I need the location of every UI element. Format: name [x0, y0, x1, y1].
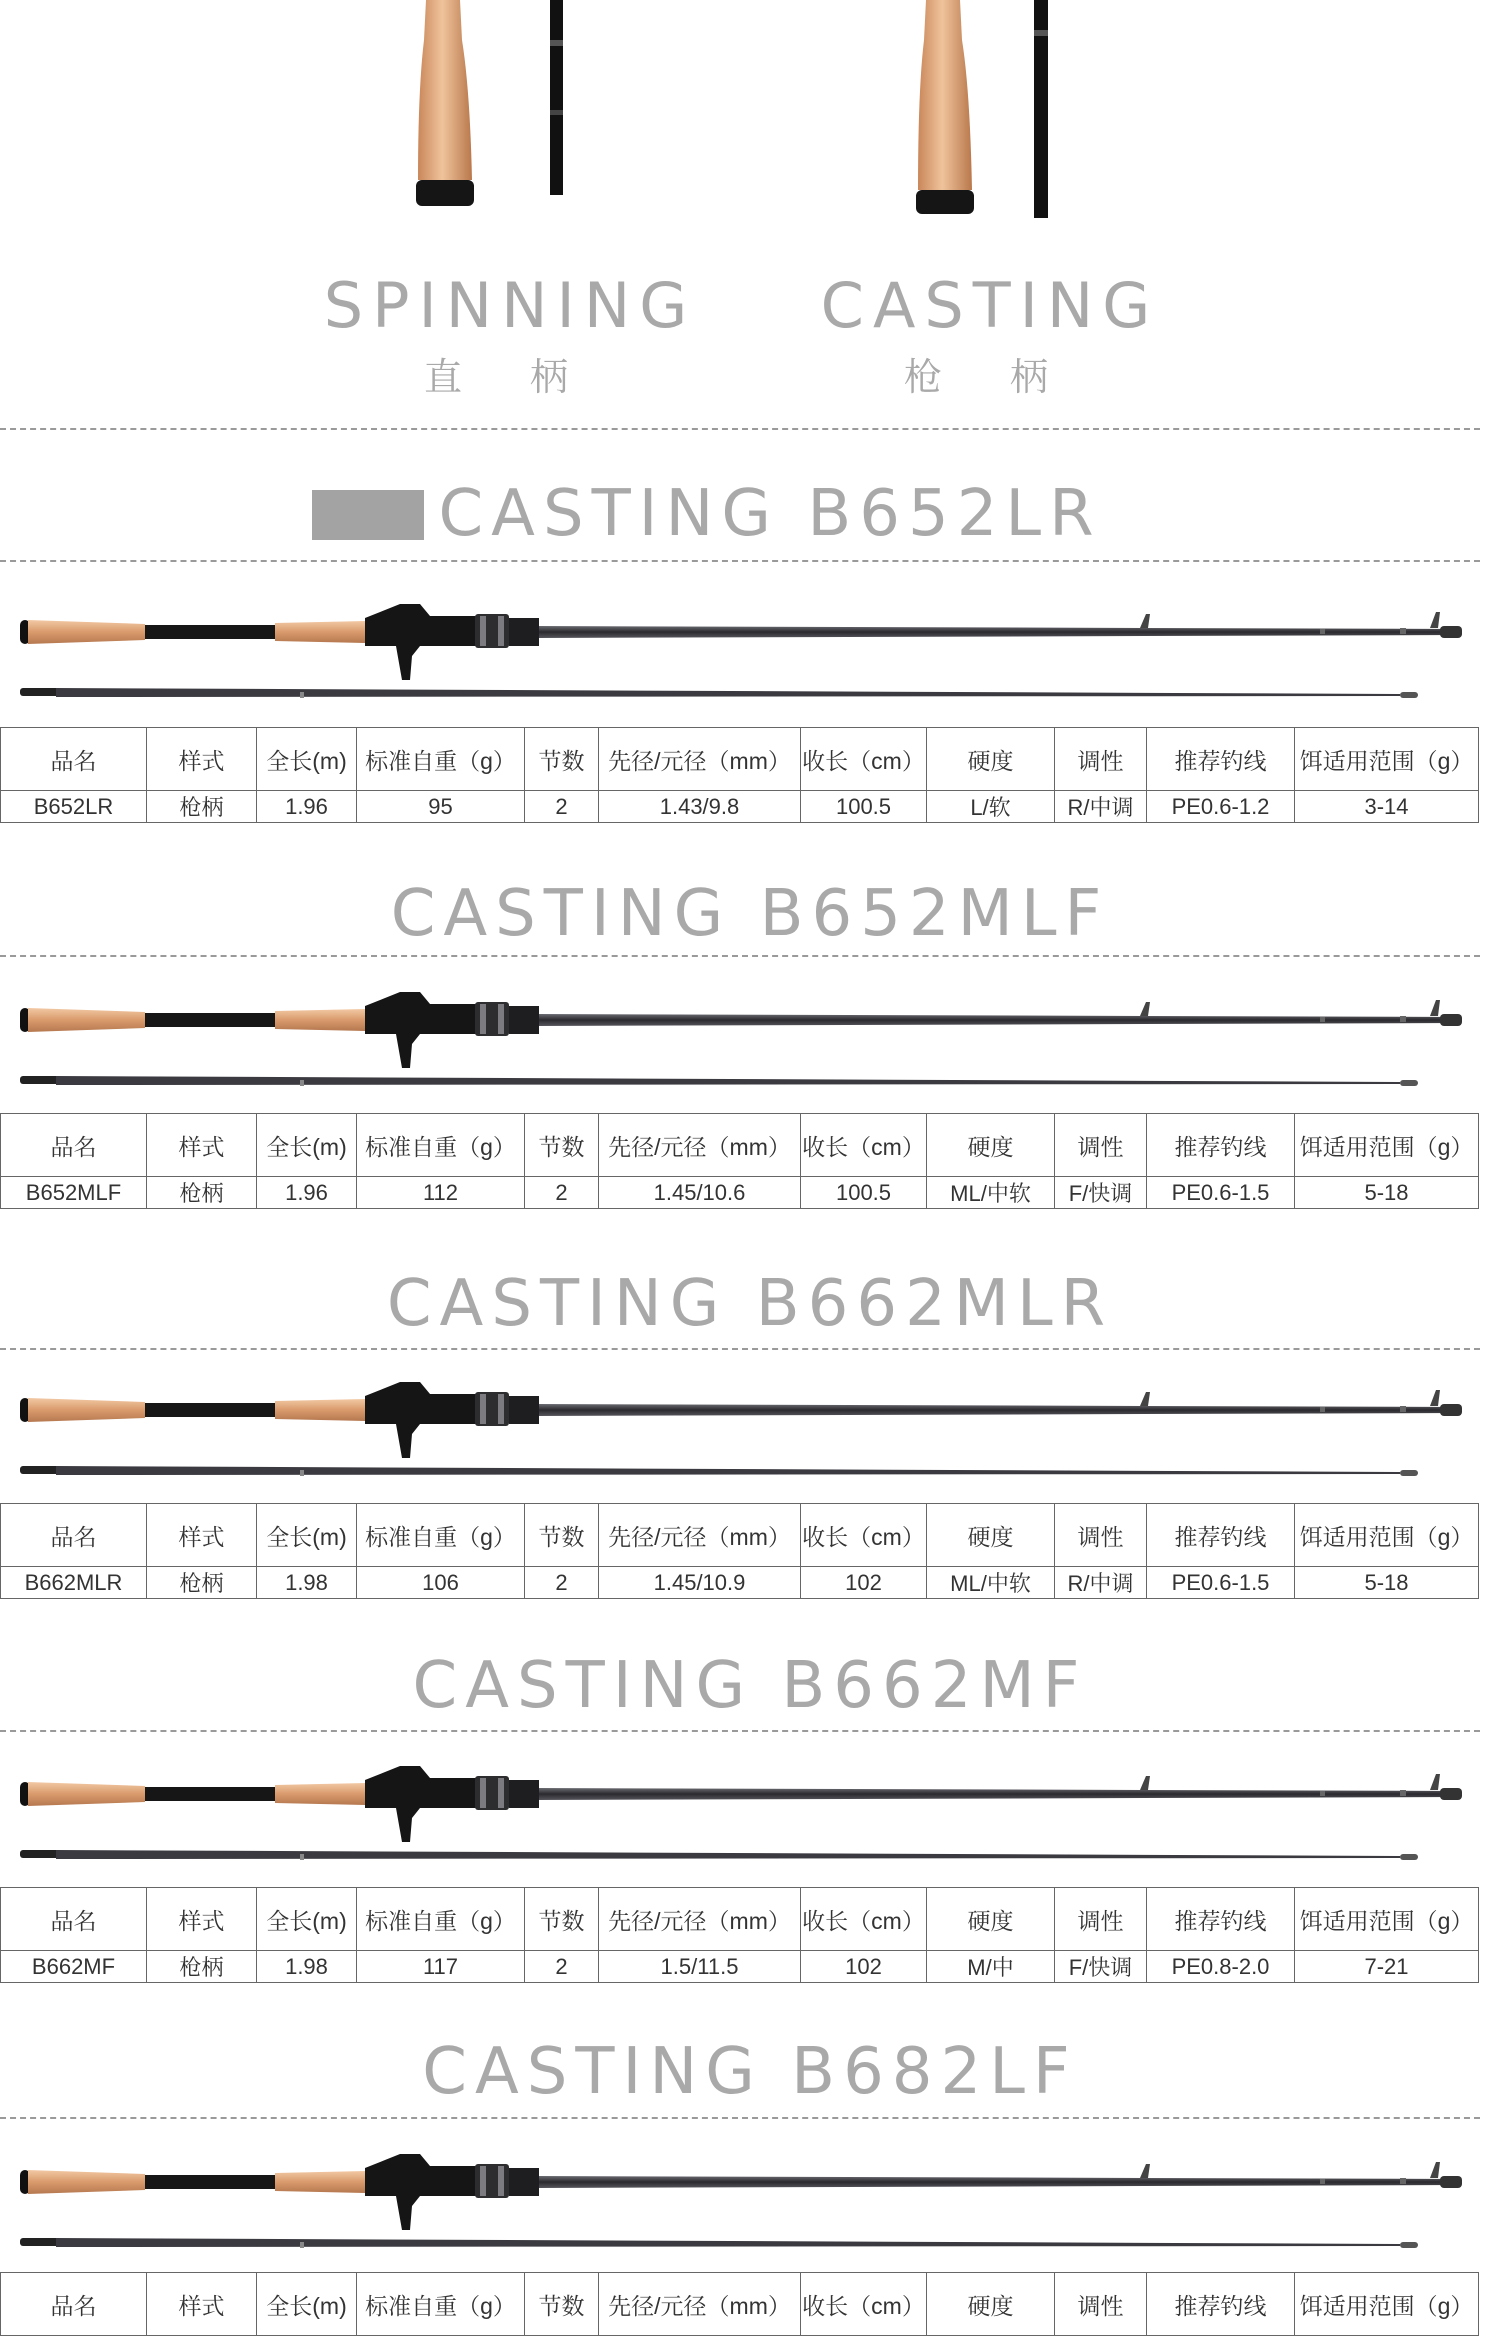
- header-cell: 节数: [525, 1888, 599, 1951]
- header-cell: 推荐钓线: [1147, 2273, 1295, 2336]
- value-cell: PE0.6-1.5: [1147, 1177, 1295, 1209]
- spec-value-row: [1, 1951, 1479, 1983]
- header-cell: 饵适用范围（g）: [1295, 728, 1479, 791]
- header-cell: 硬度: [927, 728, 1055, 791]
- rod-image: [20, 590, 1480, 700]
- spec-header-row: [1, 1504, 1479, 1567]
- value-cell: 1.43/9.8: [599, 791, 801, 823]
- header-cell: 标准自重（g）: [357, 728, 525, 791]
- header-cell: 样式: [147, 728, 257, 791]
- value-cell: R/中调: [1055, 1567, 1147, 1599]
- value-cell: 106: [357, 1567, 525, 1599]
- value-cell: F/快调: [1055, 1951, 1147, 1983]
- header-cell: 调性: [1055, 1504, 1147, 1567]
- header-cell: 饵适用范围（g）: [1295, 1888, 1479, 1951]
- value-cell: 2: [525, 1567, 599, 1599]
- header-cell: 收长（cm）: [801, 728, 927, 791]
- spec-header-row: [1, 2273, 1479, 2336]
- divider: [0, 2117, 1480, 2119]
- header-cell: 样式: [147, 1114, 257, 1177]
- value-cell: 100.5: [801, 791, 927, 823]
- value-cell: 112: [357, 1177, 525, 1209]
- header-cell: 节数: [525, 2273, 599, 2336]
- header-cell: 收长（cm）: [801, 2273, 927, 2336]
- value-cell: ML/中软: [927, 1567, 1055, 1599]
- header-cell: 节数: [525, 1114, 599, 1177]
- model-title: CASTING B662MF: [412, 1649, 1088, 1723]
- value-cell: 7-21: [1295, 1951, 1479, 1983]
- header-cell: 全长(m): [257, 2273, 357, 2336]
- header-cell: 全长(m): [257, 728, 357, 791]
- header-cell: 品名: [1, 1504, 147, 1567]
- header-cell: 收长（cm）: [801, 1114, 927, 1177]
- spec-value-row: [1, 1177, 1479, 1209]
- grip-type-spinning: [250, 270, 770, 401]
- spec-value-row: [1, 1567, 1479, 1599]
- spinning-handle-image: [400, 0, 600, 215]
- header-cell: 硬度: [927, 1888, 1055, 1951]
- header-cell: 标准自重（g）: [357, 1504, 525, 1567]
- value-cell: 102: [801, 1951, 927, 1983]
- header-cell: 品名: [1, 728, 147, 791]
- rod-image: [20, 1368, 1480, 1478]
- header-cell: 样式: [147, 1888, 257, 1951]
- divider: [0, 428, 1480, 430]
- value-cell: 95: [357, 791, 525, 823]
- header-cell: 标准自重（g）: [357, 1888, 525, 1951]
- grip-type-casting: [730, 270, 1250, 401]
- spec-table: [0, 2272, 1479, 2336]
- value-cell: 100.5: [801, 1177, 927, 1209]
- casting-handle-image: [900, 0, 1100, 220]
- spec-header-row: [1, 1114, 1479, 1177]
- header-cell: 硬度: [927, 1504, 1055, 1567]
- value-cell: ML/中软: [927, 1177, 1055, 1209]
- value-cell: B662MF: [1, 1951, 147, 1983]
- header-cell: 品名: [1, 1888, 147, 1951]
- value-cell: B652MLF: [1, 1177, 147, 1209]
- value-cell: 1.45/10.6: [599, 1177, 801, 1209]
- header-cell: 推荐钓线: [1147, 1504, 1295, 1567]
- header-cell: 饵适用范围（g）: [1295, 2273, 1479, 2336]
- header-cell: 先径/元径（mm）: [599, 1114, 801, 1177]
- divider: [0, 560, 1480, 562]
- divider: [0, 955, 1480, 957]
- rod-image: [20, 978, 1480, 1088]
- header-cell: 样式: [147, 2273, 257, 2336]
- header-cell: 节数: [525, 1504, 599, 1567]
- divider: [0, 1348, 1480, 1350]
- header-cell: 先径/元径（mm）: [599, 1888, 801, 1951]
- value-cell: 102: [801, 1567, 927, 1599]
- header-cell: 标准自重（g）: [357, 2273, 525, 2336]
- header-cell: 饵适用范围（g）: [1295, 1114, 1479, 1177]
- grip-type-spinning-cn: 直 柄: [423, 355, 597, 399]
- header-cell: 调性: [1055, 728, 1147, 791]
- value-cell: 1.98: [257, 1951, 357, 1983]
- model-title: CASTING B682LF: [422, 2035, 1078, 2109]
- value-cell: 1.98: [257, 1567, 357, 1599]
- header-cell: 硬度: [927, 1114, 1055, 1177]
- value-cell: PE0.6-1.5: [1147, 1567, 1295, 1599]
- header-cell: 调性: [1055, 1114, 1147, 1177]
- value-cell: 117: [357, 1951, 525, 1983]
- value-cell: 1.96: [257, 1177, 357, 1209]
- grip-type-casting-en: CASTING: [820, 269, 1160, 342]
- value-cell: L/软: [927, 791, 1055, 823]
- grip-type-spinning-en: SPINNING: [323, 269, 697, 342]
- model-title: CASTING B662MLR: [386, 1267, 1114, 1341]
- value-cell: 2: [525, 1951, 599, 1983]
- rod-image: [20, 1752, 1480, 1862]
- value-cell: B652LR: [1, 791, 147, 823]
- value-cell: 5-18: [1295, 1177, 1479, 1209]
- model-title: CASTING B652MLF: [390, 877, 1110, 951]
- header-cell: 先径/元径（mm）: [599, 1504, 801, 1567]
- value-cell: PE0.8-2.0: [1147, 1951, 1295, 1983]
- header-cell: 节数: [525, 728, 599, 791]
- value-cell: 枪柄: [147, 791, 257, 823]
- value-cell: 枪柄: [147, 1951, 257, 1983]
- value-cell: 3-14: [1295, 791, 1479, 823]
- header-cell: 标准自重（g）: [357, 1114, 525, 1177]
- value-cell: 1.96: [257, 791, 357, 823]
- rod-image: [20, 2140, 1480, 2250]
- spec-table: [0, 1887, 1479, 1983]
- value-cell: M/中: [927, 1951, 1055, 1983]
- header-cell: 全长(m): [257, 1114, 357, 1177]
- value-cell: F/快调: [1055, 1177, 1147, 1209]
- header-cell: 推荐钓线: [1147, 1888, 1295, 1951]
- header-cell: 先径/元径（mm）: [599, 728, 801, 791]
- value-cell: 2: [525, 1177, 599, 1209]
- spec-header-row: [1, 1888, 1479, 1951]
- header-cell: 调性: [1055, 1888, 1147, 1951]
- spec-value-row: [1, 791, 1479, 823]
- header-cell: 调性: [1055, 2273, 1147, 2336]
- spec-table: [0, 727, 1479, 823]
- header-cell: 硬度: [927, 2273, 1055, 2336]
- header-cell: 先径/元径（mm）: [599, 2273, 801, 2336]
- value-cell: 1.45/10.9: [599, 1567, 801, 1599]
- spec-header-row: [1, 728, 1479, 791]
- header-cell: 品名: [1, 2273, 147, 2336]
- spec-table: [0, 1503, 1479, 1599]
- header-cell: 饵适用范围（g）: [1295, 1504, 1479, 1567]
- header-cell: 推荐钓线: [1147, 1114, 1295, 1177]
- value-cell: 2: [525, 791, 599, 823]
- value-cell: 枪柄: [147, 1177, 257, 1209]
- header-cell: 收长（cm）: [801, 1504, 927, 1567]
- header-cell: 全长(m): [257, 1504, 357, 1567]
- value-cell: B662MLR: [1, 1567, 147, 1599]
- divider: [0, 1730, 1480, 1732]
- value-cell: 5-18: [1295, 1567, 1479, 1599]
- header-cell: 全长(m): [257, 1888, 357, 1951]
- value-cell: 1.5/11.5: [599, 1951, 801, 1983]
- spec-table: [0, 1113, 1479, 1209]
- value-cell: 枪柄: [147, 1567, 257, 1599]
- grip-type-casting-cn: 枪 柄: [903, 355, 1077, 399]
- header-cell: 推荐钓线: [1147, 728, 1295, 791]
- model-title: CASTING B652LR: [438, 477, 1102, 551]
- header-cell: 品名: [1, 1114, 147, 1177]
- value-cell: R/中调: [1055, 791, 1147, 823]
- header-cell: 样式: [147, 1504, 257, 1567]
- value-cell: PE0.6-1.2: [1147, 791, 1295, 823]
- header-cell: 收长（cm）: [801, 1888, 927, 1951]
